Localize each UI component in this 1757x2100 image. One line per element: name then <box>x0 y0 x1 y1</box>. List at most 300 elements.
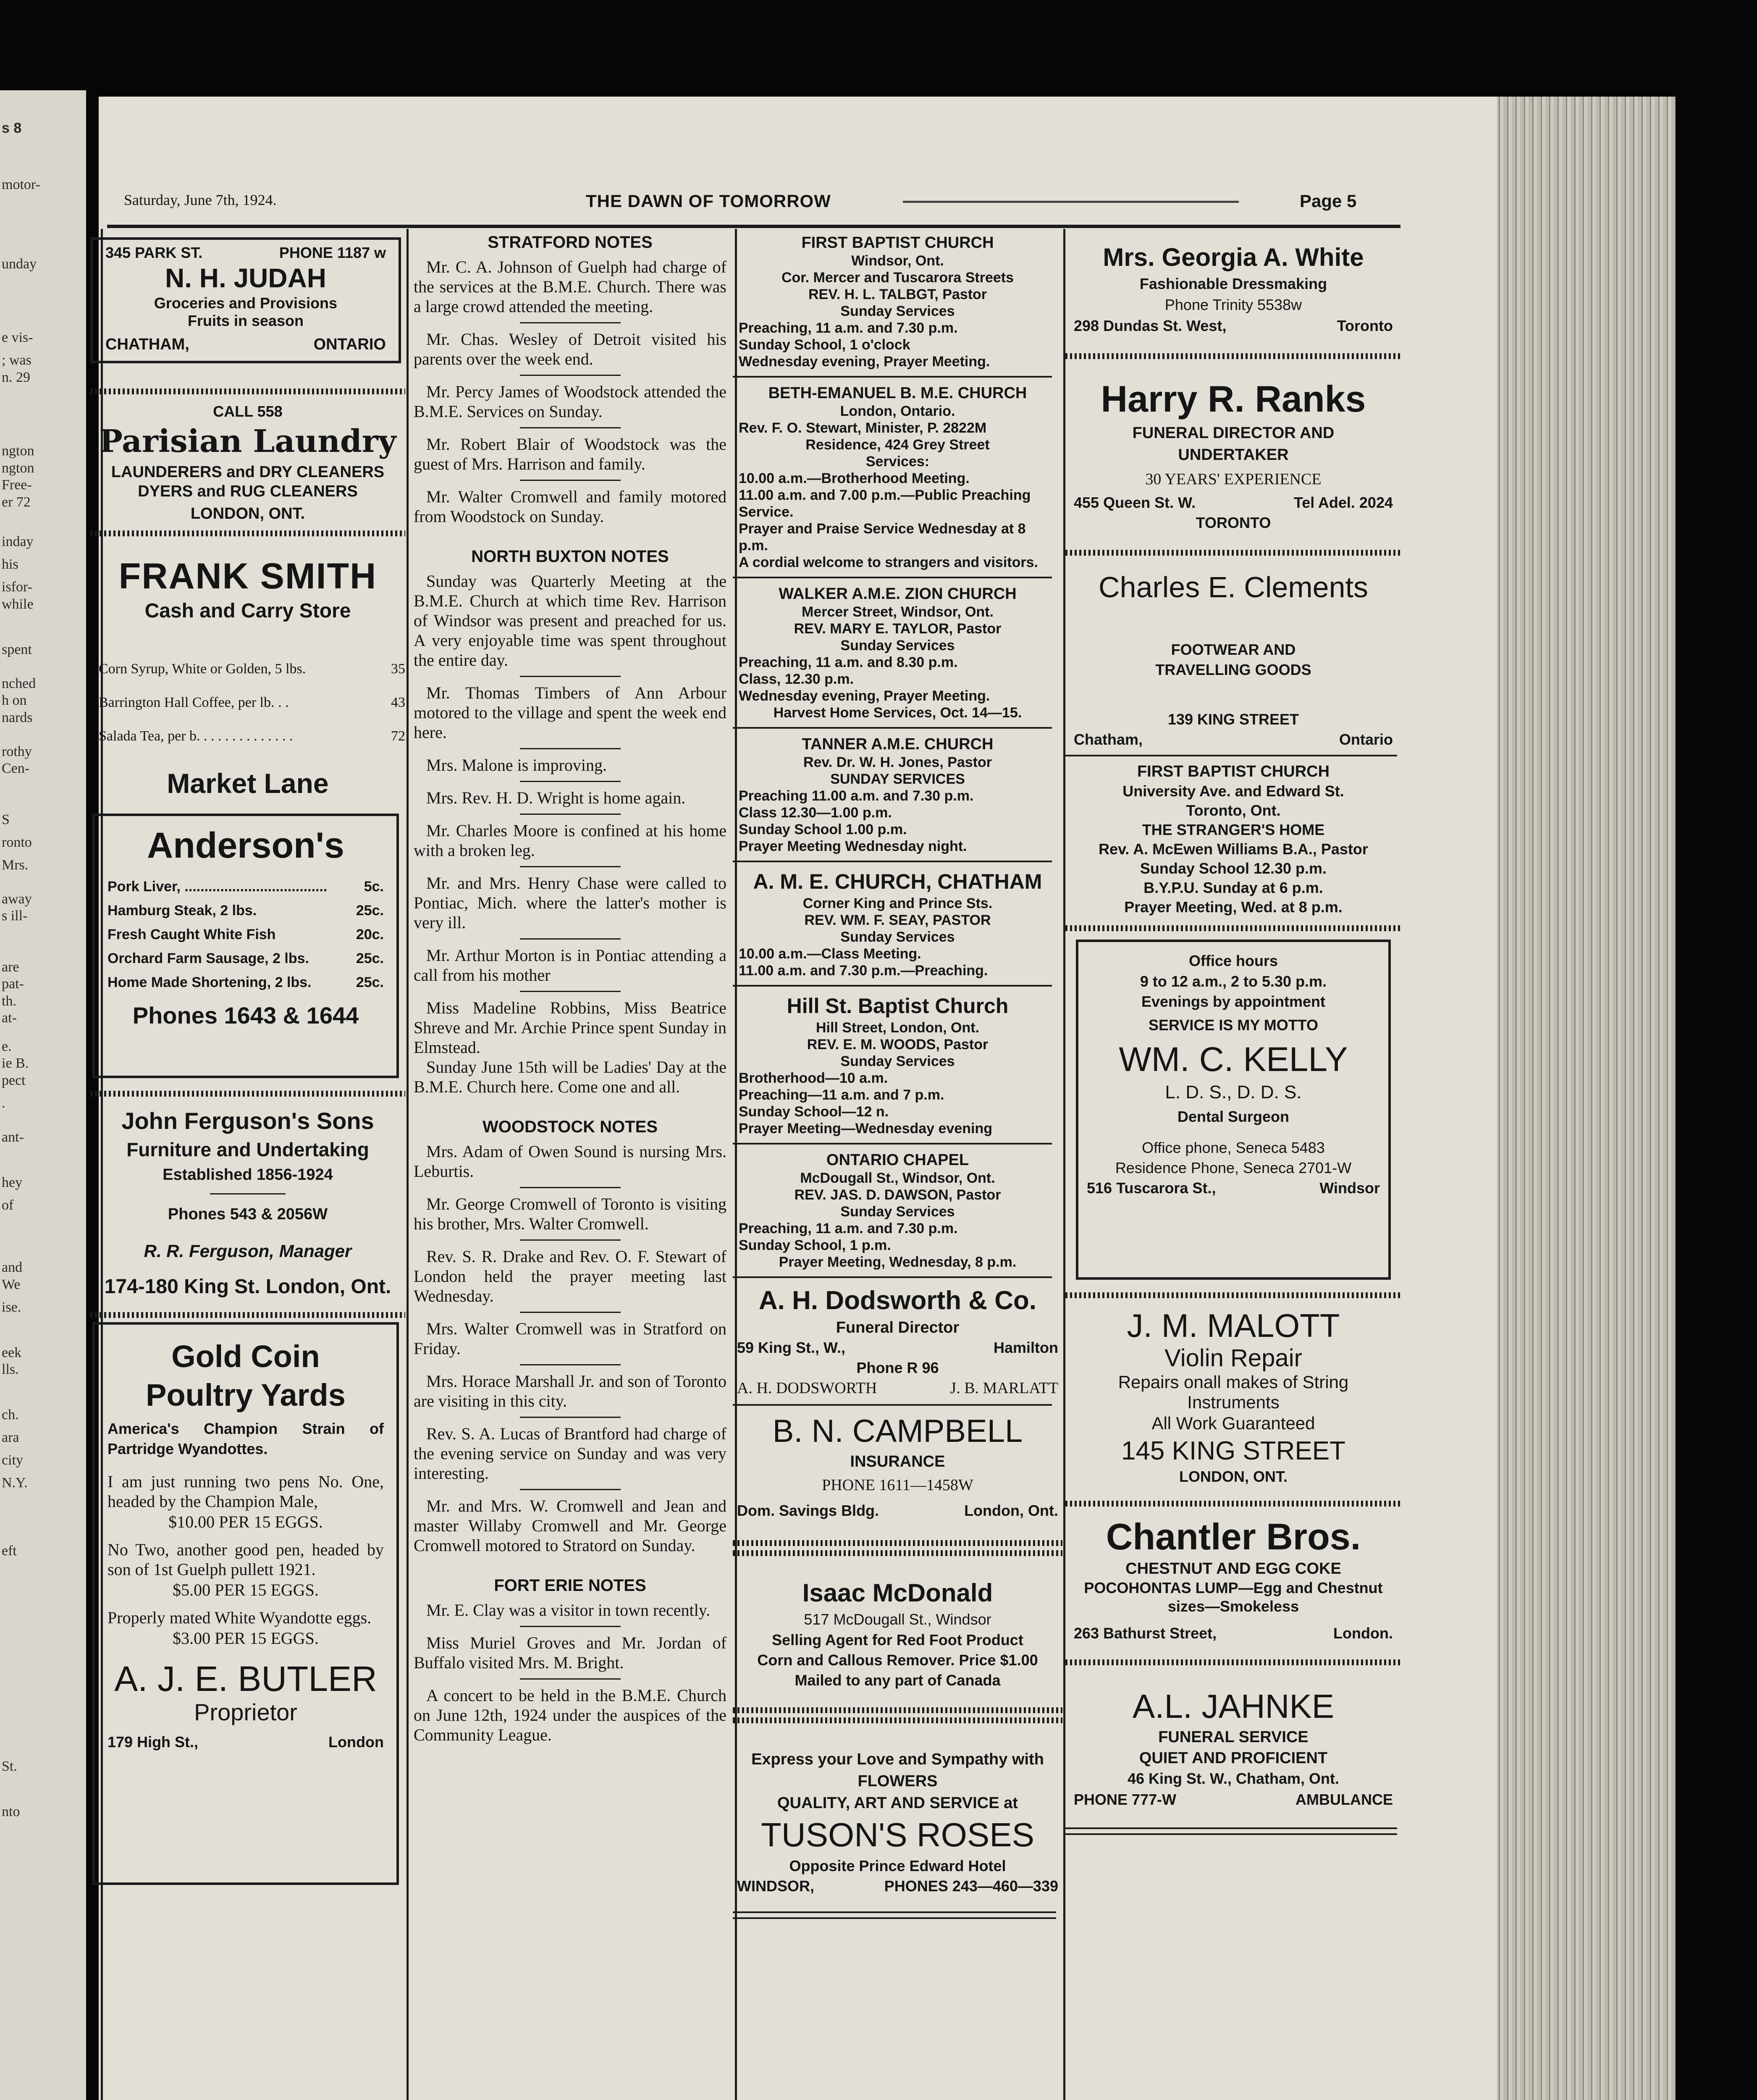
ranks-city: TORONTO <box>1196 514 1271 531</box>
mcdonald-name: Isaac McDonald <box>802 1579 993 1607</box>
news-item: Sunday June 15th will be Ladies' Day at the B.M.E. Church here. Come one and all. <box>414 1058 726 1096</box>
left-page-text: pat- <box>2 976 24 992</box>
church-line: Sunday School 1.00 p.m. <box>739 822 907 837</box>
short-rule <box>520 480 621 481</box>
news-item: Mr. Walter Cromwell and family motored from Woodstock on Sunday. <box>414 487 726 526</box>
dodsworth-name: A. H. Dodsworth & Co. <box>758 1286 1037 1315</box>
laundry-line2: DYERS and RUG CLEANERS <box>138 483 358 500</box>
left-page-text: . <box>2 1095 5 1111</box>
anderson-ad <box>92 814 399 1078</box>
short-rule <box>520 1312 621 1313</box>
news-item: A concert to be held in the B.M.E. Church on June 12th, 1924 under the auspices of the Community League. <box>414 1686 726 1744</box>
clements-province: Ontario <box>1339 731 1393 748</box>
campbell-ad <box>733 1412 1062 1523</box>
left-page-fragment <box>0 90 86 2100</box>
white-phone: Phone Trinity 5538w <box>1164 296 1302 313</box>
short-rule <box>520 375 621 376</box>
church-line: 11.00 a.m. and 7.00 p.m.—Public Preaching Service. <box>739 487 1031 520</box>
clements-line1: FOOTWEAR AND <box>1171 641 1296 658</box>
item-name: Barrington Hall Coffee, per lb. . . <box>99 695 289 710</box>
section-title: NORTH BUXTON NOTES <box>471 547 669 566</box>
left-page-text: rothy <box>2 743 32 759</box>
short-rule <box>520 1489 621 1490</box>
left-page-text: inday <box>2 534 34 549</box>
left-page-text: eft <box>2 1543 17 1559</box>
column-2-local-notes <box>414 233 726 2100</box>
rule <box>733 985 1052 987</box>
church-line: Mercer Street, Windsor, Ont. <box>802 604 994 620</box>
judah-line2: Fruits in season <box>187 312 304 329</box>
ranks-ad <box>1065 363 1401 533</box>
church-line: 10.00 a.m.—Class Meeting. <box>739 946 921 962</box>
left-page-text: motor- <box>2 176 40 192</box>
price-row <box>99 686 405 719</box>
news-item: Mr. George Cromwell of Toronto is visiting his brother, Mrs. Walter Cromwell. <box>414 1194 726 1233</box>
news-item: Mr. and Mrs. Henry Chase were called to Pontiac, Mich. where the latter's mother is very ill. <box>414 874 726 932</box>
news-item: Mr. E. Clay was a visitor in town recently. <box>426 1601 711 1620</box>
church-line: Wednesday evening, Prayer Meeting. <box>739 354 990 370</box>
church-line: Sunday Services <box>840 303 955 319</box>
left-page-text: are <box>2 959 19 975</box>
church-line: Prayer and Praise Service Wednesday at 8 p.m. <box>739 521 1026 554</box>
dotted-rule <box>1065 1659 1401 1665</box>
rule <box>1065 1827 1397 1829</box>
first-baptist-windsor-ad <box>733 233 1062 370</box>
price-row <box>108 923 384 947</box>
header-underline <box>107 225 1400 228</box>
mcdonald-line3: Mailed to any part of Canada <box>795 1672 1001 1689</box>
church-line: Sunday School—12 n. <box>739 1104 889 1120</box>
judah-province: ONTARIO <box>313 336 386 353</box>
dotted-rule <box>90 1312 405 1318</box>
left-page-text: unday <box>2 256 37 272</box>
church-line: Prayer Meeting—Wednesday evening <box>739 1121 993 1137</box>
left-page-text: nards <box>2 709 33 725</box>
item-price: 43 <box>391 695 405 710</box>
short-rule <box>520 748 621 749</box>
tuson-city: WINDSOR, <box>737 1877 814 1895</box>
goldcoin-price-3: $3.00 PER 15 EGGS. <box>173 1629 319 1648</box>
church-line: Sunday School, 1 p.m. <box>739 1237 891 1253</box>
news-item: Mr. and Mrs. W. Cromwell and Jean and master Willaby Cromwell and Mr. George Cromwell motored to Stratord on Sunday. <box>414 1496 726 1555</box>
church-line: Preaching, 11 a.m. and 7.30 p.m. <box>739 1221 958 1236</box>
dodsworth-role: Funeral Director <box>836 1319 960 1336</box>
church-line: Prayer Meeting, Wed. at 8 p.m. <box>1124 898 1343 916</box>
rule <box>1065 755 1397 756</box>
news-item: Rev. S. A. Lucas of Brantford had charge of the evening service on Sunday and was very interesting. <box>414 1424 726 1483</box>
item-name: Salada Tea, per b. . . . . . . . . . . . . . <box>99 728 293 744</box>
clements-ad <box>1065 560 1401 750</box>
dodsworth-ad <box>733 1284 1062 1398</box>
price-row <box>99 719 405 753</box>
left-page-text: S <box>2 811 10 827</box>
short-rule <box>520 781 621 782</box>
left-page-text: eek <box>2 1344 22 1360</box>
ferguson-phones: Phones 543 & 2056W <box>168 1205 328 1223</box>
chantler-ad <box>1065 1511 1401 1647</box>
judah-city: CHATHAM, <box>105 336 189 353</box>
church-line: Prayer Meeting, Wednesday, 8 p.m. <box>779 1254 1017 1270</box>
jahnke-phone: PHONE 777-W <box>1074 1791 1177 1808</box>
church-line: Class 12.30—1.00 p.m. <box>739 805 892 821</box>
church-name: A. M. E. CHURCH, CHATHAM <box>753 870 1042 893</box>
tanner-ame-ad <box>733 735 1062 855</box>
chantler-line1: CHESTNUT AND EGG COKE <box>1125 1560 1341 1578</box>
church-name: FIRST BAPTIST CHURCH <box>1137 763 1330 780</box>
news-item: Rev. S. R. Drake and Rev. O. F. Stewart of London held the prayer meeting last Wednesday. <box>414 1247 726 1305</box>
left-page-text: ara <box>2 1430 19 1445</box>
goldcoin-address: 179 High St., <box>108 1733 199 1751</box>
malott-name: J. M. MALOTT <box>1127 1307 1340 1344</box>
white-city: Toronto <box>1337 317 1393 334</box>
dodsworth-phone: Phone R 96 <box>856 1359 939 1376</box>
left-page-text: N.Y. <box>2 1475 28 1491</box>
left-page-text: ie B. <box>2 1055 29 1071</box>
item-name: Home Made Shortening, 2 lbs. <box>108 974 312 990</box>
ferguson-address: 174-180 King St. London, Ont. <box>104 1276 391 1298</box>
left-page-text: ; was <box>2 352 31 368</box>
news-item: Miss Madeline Robbins, Miss Beatrice Shreve and Mr. Archie Prince spent Sunday in Elmstead. <box>414 998 726 1057</box>
jahnke-address: 46 King St. W., Chatham, Ont. <box>1127 1770 1340 1787</box>
church-line: Sunday Services <box>840 929 955 945</box>
white-role: Fashionable Dressmaking <box>1139 275 1327 292</box>
church-line: SUNDAY SERVICES <box>830 771 965 787</box>
white-address: 298 Dundas St. West, <box>1074 317 1227 334</box>
item-name: Corn Syrup, White or Golden, 5 lbs. <box>99 661 306 677</box>
mcdonald-line1: Selling Agent for Red Foot Product <box>772 1631 1023 1648</box>
judah-address: 345 PARK ST. <box>105 244 203 261</box>
news-item: Mrs. Malone is improving. <box>426 756 607 774</box>
left-page-text: of <box>2 1197 14 1213</box>
left-page-text: isfor- <box>2 579 32 595</box>
left-page-text: ngton <box>2 460 34 476</box>
price-row <box>108 947 384 971</box>
church-name: Hill St. Baptist Church <box>787 994 1009 1018</box>
issue-date: Saturday, June 7th, 1924. <box>124 192 277 208</box>
news-item: Mr. Chas. Wesley of Detroit visited his parents over the week end. <box>414 330 726 368</box>
left-page-text: while <box>2 596 34 612</box>
item-price: 25c. <box>356 950 384 966</box>
ferguson-manager: R. R. Ferguson, Manager <box>144 1241 352 1261</box>
dodsworth-city: Hamilton <box>993 1339 1058 1356</box>
malott-role: Violin Repair <box>1164 1344 1302 1372</box>
tuson-name: TUSON'S ROSES <box>761 1816 1034 1853</box>
rule <box>733 861 1052 862</box>
item-price: 20c. <box>356 927 384 942</box>
clements-name: Charles E. Clements <box>1099 571 1368 604</box>
goldcoin-price-1: $10.00 PER 15 EGGS. <box>168 1512 323 1531</box>
church-line: 10.00 a.m.—Brotherhood Meeting. <box>739 470 970 486</box>
church-name: FIRST BAPTIST CHURCH <box>801 234 994 252</box>
dotted-rule <box>733 1540 1062 1546</box>
short-rule <box>520 938 621 940</box>
church-line: Harvest Home Services, Oct. 14—15. <box>773 705 1022 721</box>
left-page-text: h on <box>2 693 27 708</box>
rule <box>733 376 1052 378</box>
news-item: Mrs. Walter Cromwell was in Stratford on Friday. <box>414 1319 726 1358</box>
judah-phone: PHONE 1187 w <box>279 244 386 261</box>
masthead-title: THE DAWN OF TOMORROW <box>586 191 831 211</box>
kelly-ad <box>1076 940 1391 1280</box>
campbell-address: Dom. Savings Bldg. <box>737 1502 879 1519</box>
left-page-text: s 8 <box>2 120 22 136</box>
walker-ame-zion-ad <box>733 584 1062 721</box>
malott-line1: Repairs onall makes of String Instruments <box>1118 1372 1349 1412</box>
left-page-text: ch. <box>2 1407 19 1423</box>
news-item: Mr. Arthur Morton is in Pontiac attending a call from his mother <box>414 946 726 984</box>
short-rule <box>520 991 621 992</box>
left-page-text: e vis- <box>2 330 33 345</box>
kelly-residence-phone: Residence Phone, Seneca 2701-W <box>1115 1159 1352 1176</box>
goldcoin-pen-2: No Two, another good pen, headed by son of 1st Guelph pullett 1921. <box>108 1540 384 1579</box>
church-line: REV. JAS. D. DAWSON, Pastor <box>794 1187 1001 1203</box>
jahnke-ambulance: AMBULANCE <box>1295 1791 1393 1808</box>
kelly-hours-label: Office hours <box>1188 952 1278 969</box>
column-3 <box>733 233 1062 2100</box>
laundry-name: Parisian Laundry <box>99 423 396 459</box>
ferguson-name: John Ferguson's Sons <box>121 1108 374 1134</box>
church-line: Rev. Dr. W. H. Jones, Pastor <box>803 754 992 770</box>
price-row <box>108 899 384 923</box>
goldcoin-name-1: Gold Coin <box>171 1339 320 1374</box>
church-name: BETH-EMANUEL B. M.E. CHURCH <box>768 384 1027 402</box>
short-rule <box>520 676 621 677</box>
church-line: REV. H. L. TALBGT, Pastor <box>808 286 987 302</box>
clements-line2: TRAVELLING GOODS <box>1155 661 1311 678</box>
church-line: REV. WM. F. SEAY, PASTOR <box>804 912 991 928</box>
short-rule <box>520 427 621 428</box>
dotted-rule <box>733 1550 1062 1556</box>
left-page-text: e. <box>2 1038 12 1054</box>
short-rule <box>520 1678 621 1680</box>
goldcoin-pen-1: I am just running two pens No. One, headed by the Champion Male, <box>108 1472 384 1511</box>
clements-city: Chatham, <box>1074 731 1143 748</box>
mcdonald-line2: Corn and Callous Remover. Price $1.00 <box>757 1651 1038 1669</box>
left-page-text: city <box>2 1452 23 1468</box>
left-page-text: s ill- <box>2 908 28 924</box>
campbell-role: INSURANCE <box>850 1453 945 1470</box>
goldcoin-name-2: Poultry Yards <box>146 1378 346 1412</box>
jahnke-ad <box>1065 1670 1401 1811</box>
church-line: Hill Street, London, Ont. <box>816 1020 980 1036</box>
left-page-text: at- <box>2 1010 17 1026</box>
news-item: Mr. C. A. Johnson of Guelph had charge of the services at the B.M.E. Church. There was a large crowd attended the meeting. <box>414 257 726 316</box>
church-city: London, Ontario. <box>840 403 955 419</box>
church-line: Corner King and Prince Sts. <box>802 895 993 911</box>
news-item: Mrs. Horace Marshall Jr. and son of Toronto are visiting in this city. <box>414 1372 726 1410</box>
church-line: Toronto, Ont. <box>1186 802 1281 819</box>
item-name: Pork Liver, .................................... <box>108 879 328 895</box>
goldcoin-city: London <box>328 1733 384 1751</box>
dotted-rule <box>1065 925 1401 931</box>
section-title: FORT ERIE NOTES <box>494 1576 646 1595</box>
left-page-text: nto <box>2 1804 20 1819</box>
section-title: WOODSTOCK NOTES <box>482 1118 658 1136</box>
rule <box>1065 1833 1397 1835</box>
judah-line1: Groceries and Provisions <box>154 294 338 312</box>
left-page-text: and <box>2 1260 23 1275</box>
item-price: 25c. <box>356 903 384 919</box>
malott-line2: All Work Guaranteed <box>1151 1413 1315 1433</box>
left-page-text: er 72 <box>2 494 31 510</box>
church-line: McDougall St., Windsor, Ont. <box>800 1170 995 1186</box>
item-price: 72 <box>391 728 405 744</box>
campbell-phone: PHONE 1611—1458W <box>822 1476 973 1494</box>
short-rule <box>520 814 621 815</box>
church-line: B.Y.P.U. Sunday at 6 p.m. <box>1143 879 1323 896</box>
church-line: Cor. Mercer and Tuscarora Streets <box>781 270 1014 286</box>
left-page-text: lls. <box>2 1362 19 1377</box>
church-line: University Ave. and Edward St. <box>1122 782 1344 800</box>
malott-ad <box>1065 1302 1401 1486</box>
church-line: Preaching—11 a.m. and 7 p.m. <box>739 1087 944 1103</box>
rule <box>733 577 1052 578</box>
short-rule <box>520 1187 621 1188</box>
kelly-city: Windsor <box>1319 1179 1380 1197</box>
white-name: Mrs. Georgia A. White <box>1103 243 1364 271</box>
white-ad <box>1065 233 1401 336</box>
left-page-text: ronto <box>2 834 32 850</box>
left-page-text: Cen- <box>2 761 30 776</box>
hill-st-baptist-ad <box>733 992 1062 1137</box>
church-line: Class, 12.30 p.m. <box>739 671 854 687</box>
left-page-text: n. 29 <box>2 369 30 385</box>
news-item: Mr. Charles Moore is confined at his home with a broken leg. <box>414 821 726 860</box>
dodsworth-name-2: J. B. MARLATT <box>950 1379 1058 1397</box>
chantler-line2: POCOHONTAS LUMP—Egg and Chestnut sizes—Smokeless <box>1084 1579 1383 1615</box>
kelly-role: Dental Surgeon <box>1177 1108 1290 1125</box>
price-row <box>108 971 384 995</box>
ontario-chapel-ad <box>733 1150 1062 1270</box>
malott-address: 145 KING STREET <box>1121 1436 1346 1465</box>
goldcoin-role: Proprietor <box>194 1699 297 1725</box>
goldcoin-tagline: America's Champion Strain of Partridge Wyandottes. <box>108 1420 384 1457</box>
left-page-text: away <box>2 891 32 907</box>
chantler-city: London. <box>1333 1625 1393 1642</box>
short-rule <box>520 1239 621 1241</box>
laundry-call: CALL 558 <box>213 403 283 420</box>
rule <box>733 1276 1052 1278</box>
church-line: Preaching, 11 a.m. and 7.30 p.m. <box>739 320 958 336</box>
smith-subtitle: Cash and Carry Store <box>144 600 351 622</box>
kelly-motto: SERVICE IS MY MOTTO <box>1148 1016 1319 1034</box>
smith-price-list <box>90 652 405 753</box>
tuson-phones: PHONES 243—460—339 <box>884 1877 1058 1895</box>
dotted-rule <box>90 1091 405 1097</box>
clements-address: 139 KING STREET <box>1167 711 1299 728</box>
tuson-ad <box>733 1748 1062 1896</box>
church-line: Residence, 424 Grey Street <box>805 437 990 453</box>
goldcoin-ad <box>92 1322 399 1885</box>
column-4 <box>1065 233 1401 2100</box>
chantler-name: Chantler Bros. <box>1106 1516 1361 1557</box>
rule <box>733 1404 1052 1406</box>
market-lane: Market Lane <box>167 768 329 799</box>
left-page-text: th. <box>2 993 16 1009</box>
rule <box>733 1143 1052 1144</box>
dotted-rule <box>1065 1292 1401 1298</box>
church-line: Sunday School, 1 o'clock <box>739 337 910 353</box>
dotted-rule <box>90 530 405 536</box>
church-line: Services: <box>865 454 930 470</box>
item-price: 25c. <box>356 974 384 990</box>
church-line: A cordial welcome to strangers and visitors. <box>739 554 1038 570</box>
church-line: Brotherhood—10 a.m. <box>739 1070 888 1086</box>
price-row <box>108 875 384 899</box>
left-page-text: his <box>2 556 18 572</box>
item-name: Orchard Farm Sausage, 2 lbs. <box>108 950 309 966</box>
anderson-name: Anderson's <box>147 825 344 866</box>
church-line: Prayer Meeting Wednesday night. <box>739 838 967 854</box>
laundry-city: LONDON, ONT. <box>190 505 305 522</box>
church-line: Sunday School 12.30 p.m. <box>1140 860 1327 877</box>
smith-name: FRANK SMITH <box>118 556 377 596</box>
mcdonald-ad <box>733 1577 1062 1690</box>
news-item: Mrs. Adam of Owen Sound is nursing Mrs. Leburtis. <box>414 1142 726 1181</box>
church-line: Preaching, 11 a.m. and 8.30 p.m. <box>739 654 958 670</box>
item-price: 35 <box>391 661 405 677</box>
left-page-text: ant- <box>2 1129 24 1145</box>
beth-emanuel-ad <box>733 383 1062 571</box>
kelly-name: WM. C. KELLY <box>1119 1040 1348 1079</box>
left-page-text: hey <box>2 1174 23 1190</box>
ranks-address: 455 Queen St. W. <box>1074 494 1196 511</box>
column-rule <box>406 229 409 2100</box>
church-line: Rev. F. O. Stewart, Minister, P. 2822M <box>739 420 987 436</box>
item-name: Fresh Caught White Fish <box>108 927 276 942</box>
kelly-degrees: L. D. S., D. D. S. <box>1165 1082 1302 1102</box>
campbell-city: London, Ont. <box>964 1502 1058 1519</box>
kelly-evenings: Evenings by appointment <box>1141 993 1326 1010</box>
item-name: Hamburg Steak, 2 lbs. <box>108 903 257 919</box>
short-rule <box>520 1364 621 1365</box>
news-item: Miss Muriel Groves and Mr. Jordan of Buffalo visited Mrs. M. Bright. <box>414 1633 726 1672</box>
ranks-line1: FUNERAL DIRECTOR AND <box>1132 424 1335 442</box>
ferguson-established: Established 1856-1924 <box>163 1166 333 1184</box>
malott-city: LONDON, ONT. <box>1179 1468 1288 1485</box>
left-page-text: Mrs. <box>2 857 29 873</box>
book-page-edges <box>1495 97 1676 2100</box>
short-rule <box>210 1193 286 1194</box>
left-page-text: Free- <box>2 477 32 493</box>
jahnke-name: A.L. JAHNKE <box>1132 1688 1335 1725</box>
item-price: 5c. <box>364 879 384 895</box>
goldcoin-owner: A. J. E. BUTLER <box>114 1659 377 1698</box>
ranks-experience: 30 YEARS' EXPERIENCE <box>1145 470 1322 488</box>
news-item: Sunday was Quarterly Meeting at the B.M.E. Church at which time Rev. Harrison of Windsor was present and preached for us. A very enjoyable time was spent throughout the entire day. <box>414 572 726 669</box>
judah-name: N. H. JUDAH <box>165 263 327 293</box>
dotted-rule <box>1065 353 1401 359</box>
church-line: Windsor, Ont. <box>851 253 944 269</box>
rule <box>733 1917 1056 1919</box>
ranks-name: Harry R. Ranks <box>1101 378 1366 420</box>
section-title: STRATFORD NOTES <box>488 233 653 252</box>
church-line: Rev. A. McEwen Williams B.A., Pastor <box>1099 840 1368 858</box>
news-item: Mrs. Rev. H. D. Wright is home again. <box>426 788 686 807</box>
left-page-text: pect <box>2 1072 26 1088</box>
left-page-text: ngton <box>2 443 34 459</box>
jahnke-line1: FUNERAL SERVICE <box>1158 1728 1309 1746</box>
ranks-tel: Tel Adel. 2024 <box>1293 494 1393 511</box>
left-page-text: ise. <box>2 1299 21 1315</box>
church-line: Sunday Services <box>840 1053 955 1069</box>
price-row <box>99 652 405 686</box>
news-item: Mr. Thomas Timbers of Ann Arbour motored to the village and spent the week end here. <box>414 683 726 742</box>
dodsworth-address: 59 King St., W., <box>737 1339 846 1356</box>
ferguson-subtitle: Furniture and Undertaking <box>126 1139 369 1160</box>
header-rule <box>903 201 1239 203</box>
ame-chatham-ad <box>733 868 1062 979</box>
